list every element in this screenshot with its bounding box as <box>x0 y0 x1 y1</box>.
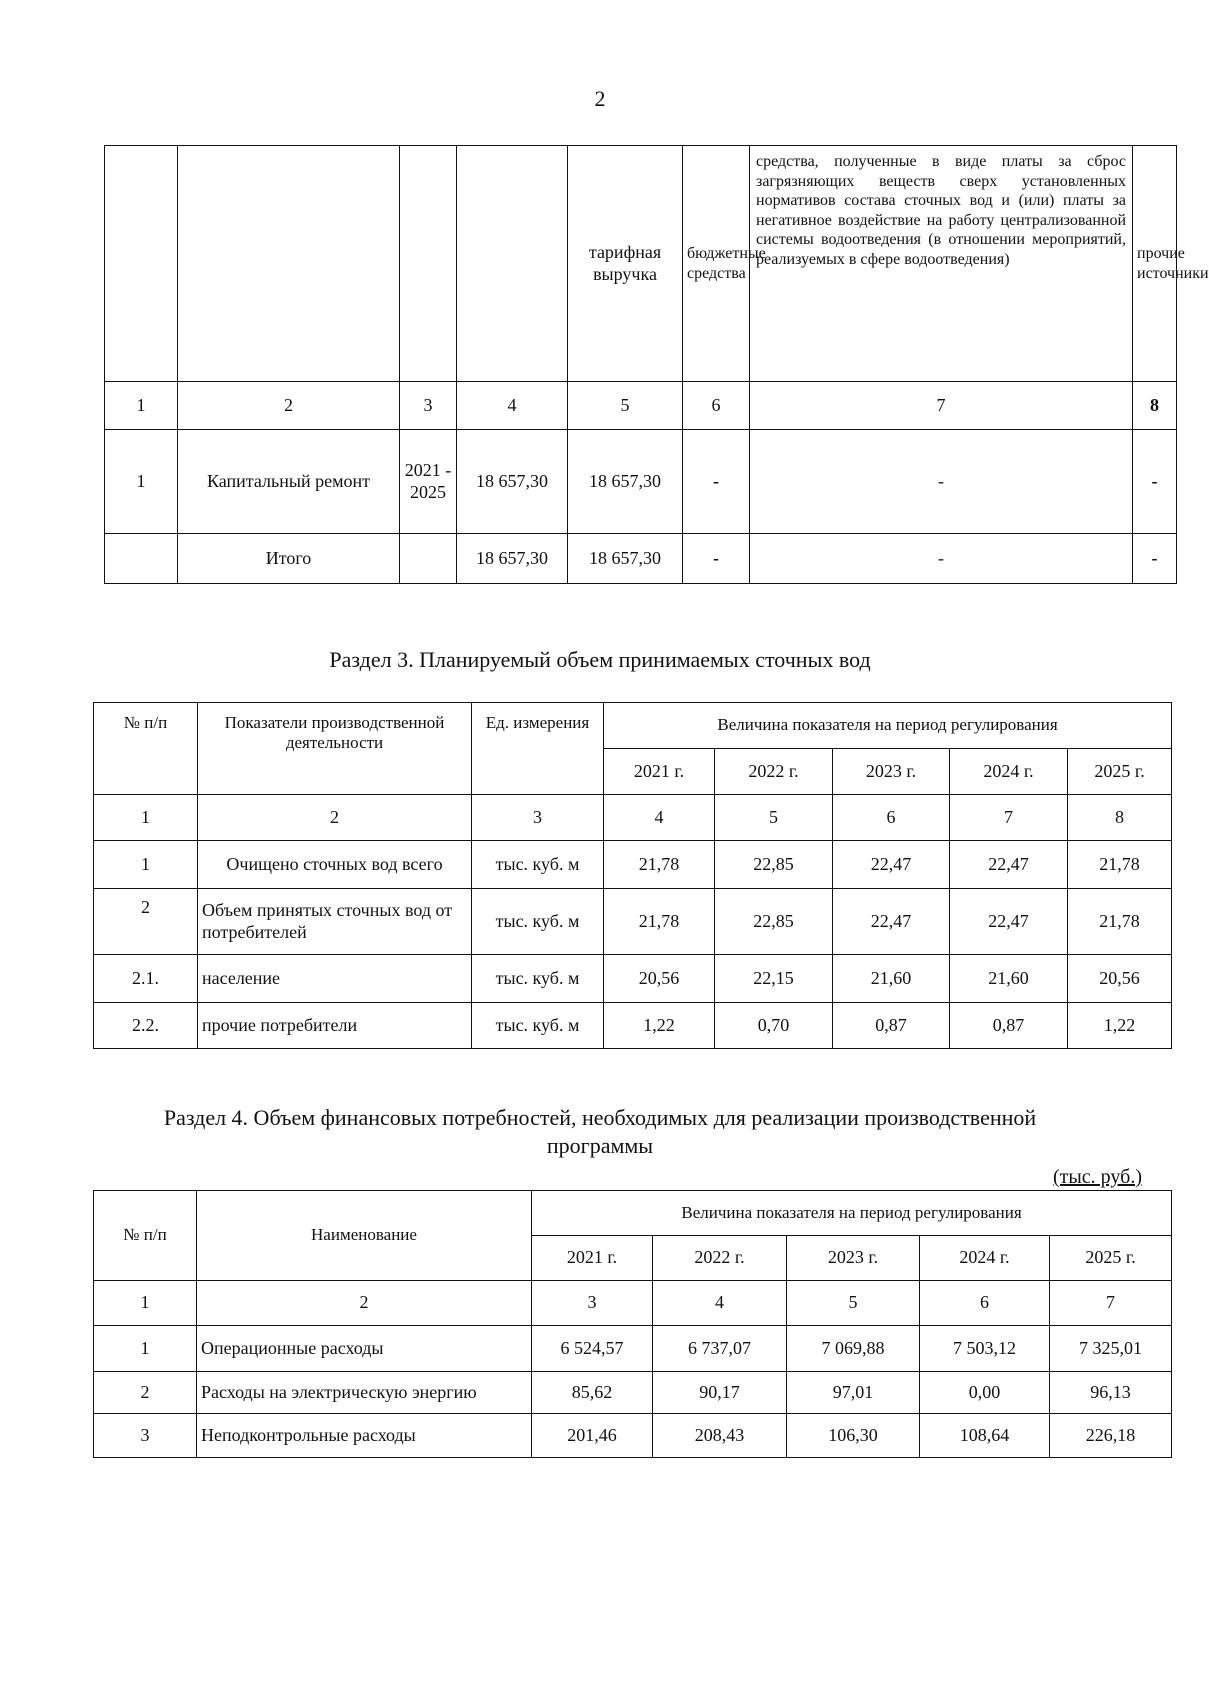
row-value: 21,78 <box>1068 841 1172 889</box>
row-unit: тыс. куб. м <box>472 841 604 889</box>
col-number: 2 <box>197 1281 532 1326</box>
total-row <box>105 534 1177 584</box>
header-no: № п/п <box>94 1191 197 1281</box>
col-number: 4 <box>604 795 715 841</box>
header-cell <box>105 146 178 382</box>
row-value: 7 069,88 <box>787 1326 920 1372</box>
header-year: 2021 г. <box>604 749 715 795</box>
header-year: 2022 г. <box>653 1236 787 1281</box>
col-number: 5 <box>787 1281 920 1326</box>
row-value: 0,70 <box>715 1003 833 1049</box>
row-value: 22,47 <box>950 889 1068 955</box>
row-name: Неподконтрольные расходы <box>197 1414 532 1458</box>
col-number: 1 <box>105 382 178 430</box>
row-total: 18 657,30 <box>457 534 568 584</box>
row-fee: - <box>750 534 1133 584</box>
row-value: 20,56 <box>604 955 715 1003</box>
row-value: 20,56 <box>1068 955 1172 1003</box>
header-name: Наименование <box>197 1191 532 1281</box>
row-value: 7 503,12 <box>920 1326 1050 1372</box>
row-name: Операционные расходы <box>197 1326 532 1372</box>
section4-table <box>93 1190 1172 1458</box>
page-number: 2 <box>594 86 606 111</box>
row-value: 21,60 <box>833 955 950 1003</box>
row-value: 22,47 <box>950 841 1068 889</box>
col-number: 8 <box>1133 382 1177 430</box>
row-number: 1 <box>105 430 178 534</box>
col-number: 8 <box>1068 795 1172 841</box>
row-value: 21,78 <box>604 889 715 955</box>
header-tariff: тарифная выручка <box>568 146 683 382</box>
row-value: 0,87 <box>833 1003 950 1049</box>
column-number-row <box>94 795 1172 841</box>
row-number: 1 <box>94 1326 197 1372</box>
header-year: 2023 г. <box>833 749 950 795</box>
header-indicator: Показатели производственной деятельности <box>198 703 472 795</box>
row-value: 21,78 <box>1068 889 1172 955</box>
row-value: 0,87 <box>950 1003 1068 1049</box>
row-number: 1 <box>94 841 198 889</box>
row-period <box>400 534 457 584</box>
row-value: 6 737,07 <box>653 1326 787 1372</box>
header-year: 2024 г. <box>950 749 1068 795</box>
header-year: 2021 г. <box>532 1236 653 1281</box>
table-row <box>94 1326 1172 1372</box>
row-period: 2021 - 2025 <box>400 430 457 534</box>
unit-note: (тыс. руб.) <box>1052 1166 1142 1188</box>
row-value: 108,64 <box>920 1414 1050 1458</box>
row-other: - <box>1133 534 1177 584</box>
table-row <box>94 889 1172 955</box>
col-number: 1 <box>94 1281 197 1326</box>
col-number: 6 <box>683 382 750 430</box>
header-year: 2023 г. <box>787 1236 920 1281</box>
table-header-row <box>94 703 1172 749</box>
header-no: № п/п <box>94 703 198 795</box>
row-tariff: 18 657,30 <box>568 534 683 584</box>
col-number: 4 <box>653 1281 787 1326</box>
col-number: 3 <box>532 1281 653 1326</box>
row-value: 208,43 <box>653 1414 787 1458</box>
row-value: 22,15 <box>715 955 833 1003</box>
row-value: 106,30 <box>787 1414 920 1458</box>
col-number: 2 <box>178 382 400 430</box>
row-number: 2 <box>94 1372 197 1414</box>
section4-title: Раздел 4. Объем финансовых потребностей, необходимых для реализации производственной программы <box>163 1105 1037 1158</box>
row-name: Расходы на электрическую энергию <box>197 1372 532 1414</box>
header-year: 2022 г. <box>715 749 833 795</box>
col-number: 3 <box>400 382 457 430</box>
column-number-row <box>105 382 1177 430</box>
row-value: 201,46 <box>532 1414 653 1458</box>
header-cell <box>400 146 457 382</box>
header-fee: средства, полученные в виде платы за сброс загрязняющих веществ сверх установленных нормативов состава сточных вод и (или) платы за негативное воздействие на работу централизованной системы водоотведения (в отношении мероприятий, реализуемых в сфере водоотведения) <box>750 146 1133 382</box>
row-unit: тыс. куб. м <box>472 1003 604 1049</box>
row-total: 18 657,30 <box>457 430 568 534</box>
header-unit: Ед. измерения <box>472 703 604 795</box>
row-name: Объем принятых сточных вод от потребителей <box>198 889 472 955</box>
col-number: 6 <box>920 1281 1050 1326</box>
header-cell <box>457 146 568 382</box>
col-number: 2 <box>198 795 472 841</box>
row-other: - <box>1133 430 1177 534</box>
row-value: 96,13 <box>1050 1372 1172 1414</box>
row-value: 22,85 <box>715 841 833 889</box>
col-number: 1 <box>94 795 198 841</box>
row-value: 1,22 <box>604 1003 715 1049</box>
table-header-row <box>94 1191 1172 1236</box>
row-unit: тыс. куб. м <box>472 889 604 955</box>
col-number: 3 <box>472 795 604 841</box>
col-number: 7 <box>1050 1281 1172 1326</box>
row-value: 0,00 <box>920 1372 1050 1414</box>
row-name: население <box>198 955 472 1003</box>
row-value: 21,60 <box>950 955 1068 1003</box>
header-cell <box>178 146 400 382</box>
column-number-row <box>94 1281 1172 1326</box>
row-number: 2 <box>94 889 198 955</box>
table-row <box>105 430 1177 534</box>
header-year: 2024 г. <box>920 1236 1050 1281</box>
section3-title: Раздел 3. Планируемый объем принимаемых сточных вод <box>329 647 871 672</box>
col-number: 6 <box>833 795 950 841</box>
col-number: 5 <box>715 795 833 841</box>
row-value: 226,18 <box>1050 1414 1172 1458</box>
row-value: 1,22 <box>1068 1003 1172 1049</box>
table-row <box>94 1414 1172 1458</box>
col-number: 5 <box>568 382 683 430</box>
row-budget: - <box>683 430 750 534</box>
row-number: 2.2. <box>94 1003 198 1049</box>
financing-table <box>104 145 1209 584</box>
col-number: 7 <box>750 382 1133 430</box>
header-period: Величина показателя на период регулирования <box>604 703 1172 749</box>
row-budget: - <box>683 534 750 584</box>
row-number <box>105 534 178 584</box>
table-header-row <box>105 146 1177 382</box>
table-row <box>94 955 1172 1003</box>
row-fee: - <box>750 430 1133 534</box>
header-other: прочие источники <box>1133 146 1177 382</box>
row-number: 2.1. <box>94 955 198 1003</box>
row-name: прочие потребители <box>198 1003 472 1049</box>
row-number: 3 <box>94 1414 197 1458</box>
table-row <box>94 1372 1172 1414</box>
row-value: 22,47 <box>833 889 950 955</box>
table-row <box>94 841 1172 889</box>
header-year: 2025 г. <box>1050 1236 1172 1281</box>
table-row <box>94 1003 1172 1049</box>
header-year: 2025 г. <box>1068 749 1172 795</box>
row-value: 85,62 <box>532 1372 653 1414</box>
row-value: 6 524,57 <box>532 1326 653 1372</box>
header-period: Величина показателя на период регулирования <box>532 1191 1172 1236</box>
row-value: 22,47 <box>833 841 950 889</box>
col-number: 7 <box>950 795 1068 841</box>
col-number: 4 <box>457 382 568 430</box>
row-tariff: 18 657,30 <box>568 430 683 534</box>
row-value: 7 325,01 <box>1050 1326 1172 1372</box>
row-value: 22,85 <box>715 889 833 955</box>
row-value: 97,01 <box>787 1372 920 1414</box>
header-budget: бюджетные средства <box>683 146 750 382</box>
section3-table <box>93 702 1172 1049</box>
row-name: Капитальный ремонт <box>178 430 400 534</box>
row-unit: тыс. куб. м <box>472 955 604 1003</box>
row-name: Очищено сточных вод всего <box>198 841 472 889</box>
row-name: Итого <box>178 534 400 584</box>
row-value: 21,78 <box>604 841 715 889</box>
row-value: 90,17 <box>653 1372 787 1414</box>
